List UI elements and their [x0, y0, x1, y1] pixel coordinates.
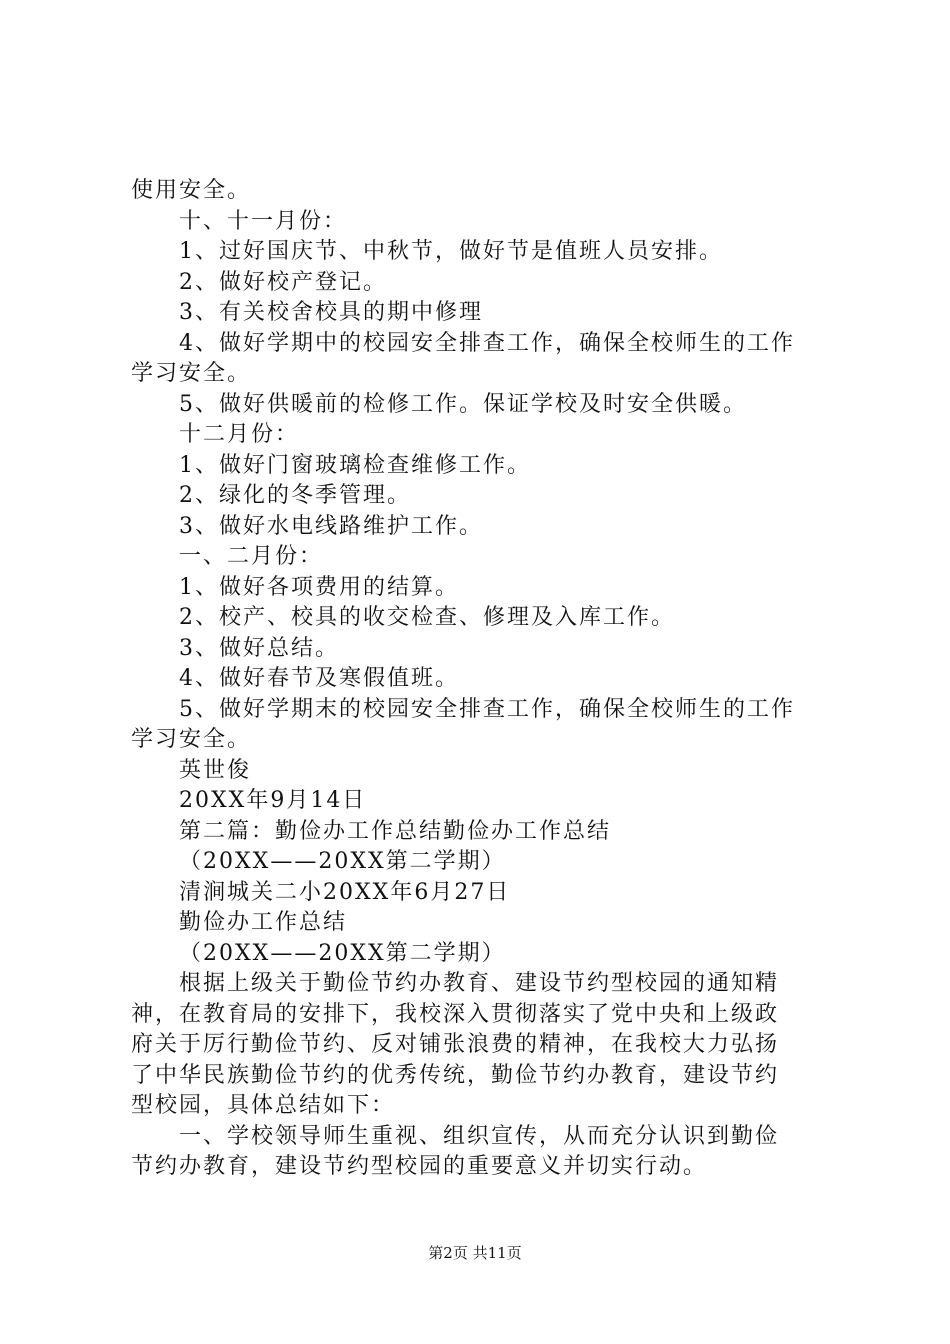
text-line: 1、过好国庆节、中秋节，做好节是值班人员安排。 — [179, 239, 723, 264]
text-line: 3、做好总结。 — [179, 635, 339, 661]
text-line: 节约办教育，建设节约型校园的重要意义并切实行动。 — [131, 1154, 708, 1179]
text-line: 神，在教育局的安排下，我校深入贯彻落实了党中央和上级政 — [131, 1001, 780, 1027]
text-line: 4、做好春节及寒假值班。 — [179, 666, 459, 691]
text-line: 2、做好校产登记。 — [179, 269, 387, 295]
text-line: 第二篇：勤俭办工作总结勤俭办工作总结 — [179, 818, 612, 844]
text-line: 学习安全。 — [131, 361, 252, 386]
text-line: 型校园，具体总结如下： — [131, 1093, 396, 1118]
text-line: 3、做好水电线路维护工作。 — [179, 513, 483, 539]
text-line: 5、做好供暖前的检修工作。保证学校及时安全供暖。 — [179, 391, 747, 417]
text-line: 英世俊 — [179, 757, 252, 783]
text-line: 清涧城关二小20XX年6月27日 — [179, 879, 511, 905]
text-line: 4、做好学期中的校园安全排查工作，确保全校师生的工作 — [179, 330, 795, 356]
text-line: 一、二月份： — [179, 544, 324, 569]
text-line: 3、有关校舍校具的期中修理 — [179, 300, 483, 325]
text-line: （20XX——20XX第二学期） — [179, 849, 506, 874]
text-line: 十二月份： — [179, 422, 300, 447]
text-line: 府关于厉行勤俭节约、反对铺张浪费的精神，在我校大力弘扬 — [131, 1032, 780, 1057]
page-footer — [0, 1243, 950, 1263]
text-line: 1、做好门窗玻璃检查维修工作。 — [179, 452, 531, 478]
text-line: 2、绿化的冬季管理。 — [179, 483, 411, 508]
text-line: 了中华民族勤俭节约的优秀传统，勤俭节约办教育，建设节约 — [131, 1062, 780, 1088]
text-line: （20XX——20XX第二学期） — [179, 940, 506, 966]
text-line: 使用安全。 — [131, 178, 252, 203]
text-line: 5、做好学期末的校园安全排查工作，确保全校师生的工作 — [179, 696, 795, 722]
text-line: 学习安全。 — [131, 727, 252, 752]
text-line: 2、校产、校具的收交检查、修理及入库工作。 — [179, 605, 675, 630]
text-line: 十、十一月份： — [179, 208, 348, 234]
document-body — [131, 176, 831, 1183]
text-line: 一、学校领导师生重视、组织宣传，从而充分认识到勤俭 — [179, 1123, 780, 1149]
text-line: 20XX年9月14日 — [179, 788, 367, 813]
text-line: 1、做好各项费用的结算。 — [179, 574, 459, 600]
text-line: 勤俭办工作总结 — [179, 910, 348, 935]
text-line: 根据上级关于勤俭节约办教育、建设节约型校园的通知精 — [179, 971, 780, 996]
page-number: 第2页 共11页 — [428, 1244, 522, 1262]
